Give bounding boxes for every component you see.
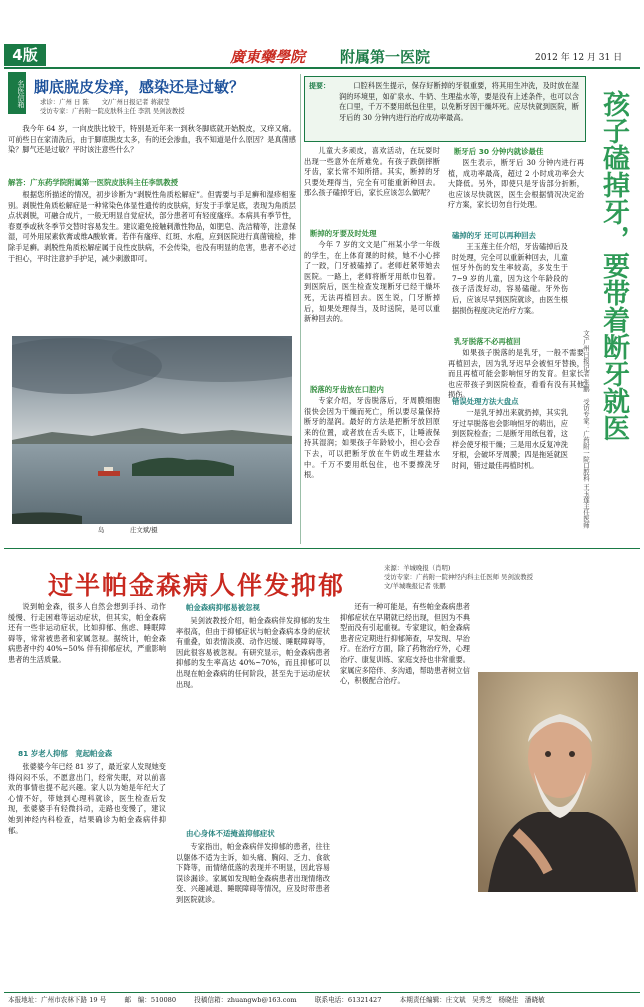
lake-photo-image [12,336,292,524]
parkinson-body-3: 专家指出，帕金森病伴发抑郁的患者，往往以躯体不适为主诉，如头痛、胸闷、乏力、食欲下降等，而情绪低落的表现并不明显，因此容易误诊漏诊。家属如发现帕金森病患者出现情绪改变、兴趣减退、睡眠障碍等情况，应及时带患者到医院就诊。 [176,842,330,904]
parkinson-sub-1: 81 岁老人抑郁 竟起帕金森 [18,749,113,758]
footer-editors: 本期责任编辑：庄文斌 吴秀芝 杨晓佳 潘晓敏 [399,996,545,1004]
parkinson-body-1: 张婆婆今年已经 81 岁了，最近家人发现她变得闷闷不乐，不愿意出门，经常失眠，对以前喜欢的事情也提不起兴趣。家人以为她是年纪大了心情不好，带她到心理科就诊，医生检查后发现，张婆婆手有轻微抖动，走路也变慢了，建议她到神经内科检查，结果确诊为帕金森病伴抑郁。 [8,762,166,835]
parkinson-title: 过半帕金森病人伴发抑郁 [48,571,346,600]
column-tag: 名医信箱 [8,72,26,114]
footer [8,995,638,1006]
parkinson-col-1 [8,602,166,988]
parkinson-sub-2: 帕金森病抑郁易被忽视 [186,603,260,612]
byline-expert: 受访专家：广药附一院皮肤科主任 李凯 吴剑波教授 [40,107,185,115]
tooth-right-col [452,146,568,542]
photo-caption: 岛 庄文斌/摄 [98,526,158,534]
tooth-sub-2: 脱落的牙齿放在口腔内 [310,385,384,394]
tooth-sub-4: 乳牙脱落不必再植回 [454,337,521,346]
page-header [0,0,644,70]
column-divider [300,74,301,544]
article-foot-peeling [8,72,296,538]
page-label: 4版 [4,44,46,66]
reader-question: 我今年 64 岁，一向皮肤比较干，特别是近年来一到秋冬脚底就开始脱皮，又痒又痛。可前些日在家清洗后，由于脚底脱皮太多，有的还会渗血，我不知道是什么原因？是真菌感染？脚气还是过敏？平时该注意些什么？ [8,124,296,155]
footer-address: 本报地址：广州市农林下路 19 号 [8,996,107,1004]
tooth-body-4: 如果孩子脱落的是乳牙，一般不需要再植回去，因为乳牙迟早会被恒牙替换，而且再植可能会影响恒牙的发育。但家长也应带孩子到医院检查，看看有没有其他损伤。 [448,348,584,400]
parkinson-byline-expert: 受访专家：广药附一院神经内科主任医师 吴剑波教授 [384,573,534,581]
header-rule [4,67,640,69]
tooth-sub-3: 断牙后 30 分钟内就诊最佳 [454,147,544,156]
parkinson-sub-3: 由心身体不适掩盖抑郁症状 [186,829,275,838]
footer-phone: 联系电话：61321427 [314,996,382,1004]
tooth-body-1: 今年 7 岁的文文是广州某小学一年级的学生，在上体育课的时候，她不小心摔了一跤，门牙被磕掉了。老师赶紧带她去医院。一路上，老师将断牙用纸巾包着。到医院后，医生检查发现断牙已经干燥坏死，无法再植回去。医生说，门牙断掉后，如果处理得当，及时送院，是可以重新种回去的。 [304,240,440,324]
parkinson-intro: 说到帕金森，很多人自然会想到手抖、动作缓慢、行走困难等运动症状，但其实，帕金森病还有一些非运动症状，比如抑郁、焦虑、睡眠障碍等，常常被患者和家属忽视。据统计，帕金森病患者中约 40%~50% 伴有抑郁症状，严重影响患者的生活质量。 [8,602,166,664]
summary-text: 口腔科医生提示，保存好断掉的牙很重要，将其用生冲洗，及时放在湿润的环境里，如矿泉水、牛奶、生理盐水等，要是没有上述条件，也可以含在口里，千万不要用纸包住里，以免断牙因干燥坏死。应尽快就到医院，断牙后的 30 分钟内进行治疗成功率最高。 [339,81,579,122]
byline: 求诊：广州 日 陈 文/广州日报记者 蒋淑莹 [40,98,170,106]
parkinson-byline-source: 来源：羊城晚报（肖明) [384,564,451,572]
tooth-intro: 儿童大多顽皮，喜欢活动，在玩耍时出现一些意外在所难免。有孩子跌倒摔断牙齿，家长常不知所措。其实，断掉的牙只要处理得当，完全有可能重新种回去。那么孩子磕掉牙后，家长应该怎么做呢？ [304,146,440,198]
portrait-painting [478,672,638,892]
tooth-right-sub-2: 错误处理方法大盘点 [452,397,519,406]
footer-postcode: 邮 编：510080 [124,996,177,1004]
tooth-body-3: 医生表示，断牙后 30 分钟内进行再植，成功率最高，超过 2 小时成功率会大大降低。另外，即使只是牙齿部分折断，也应该尽快就医，医生会根据情况决定治疗方案，家长切勿自行处理。 [448,158,584,210]
tooth-body-2: 专家介绍，牙齿脱落后，牙周膜细胞很快会因为干燥而死亡，所以要尽量保持断牙的湿润。最好的方法是把断牙放回原来的位置，或者放在舌头底下，让唾液保持其湿润；如果孩子年龄较小，担心会吞下去，可以把断牙放在牛奶或生理盐水中。千万不要用纸包住，也不要擦洗牙根。 [304,396,440,480]
answer-heading: 解答：广东药学院附属第一医院皮肤科主任李凯教授 [8,178,178,187]
tooth-right-body-2: 一是乳牙掉出来就扔掉，其实乳牙过早脱落也会影响恒牙的萌出，应到医院检查；二是断牙用纸包着，这样会使牙根干燥；三是用水反复冲洗牙根，会破坏牙周膜；四是拖延就医时间，错过最佳再植时机。 [452,408,568,470]
article-parkinson [8,552,638,988]
header-date: 2012 年 12 月 31 日 [535,53,623,63]
tooth-right-body-1: 王玉莲主任介绍，牙齿磕掉后及时处理，完全可以重新种回去，儿童恒牙外伤的发生率较高，多发生于 7~9 岁的儿童，因为这个年龄段的孩子活泼好动，容易磕碰。牙外伤后，应该尽早到医院就诊，由医生根据损伤程度决定治疗方案。 [452,242,568,315]
parkinson-col-2 [176,602,330,988]
article-title: 脚底脱皮发痒，感染还是过敏？ [34,78,245,96]
tooth-right-sub-1: 磕掉的牙 还可以再种回去 [452,231,536,240]
portrait-image [478,672,638,892]
tooth-sub-1: 断掉的牙要及时处理 [310,229,377,238]
parkinson-col-3 [340,602,470,988]
section-divider [4,548,640,549]
lake-photo [12,336,292,524]
summary-box [304,76,586,142]
parkinson-byline-author: 文/羊城晚报记者 张鹏 [384,582,446,590]
tooth-col-left [304,146,440,542]
header-affiliate: 附属第一医院 [340,48,431,66]
parkinson-right-text: 还有一种可能是，有些帕金森病患者抑郁症状在早期就已经出现，但因为不典型而没有引起重视。专家建议，帕金森病患者应定期进行抑郁筛查，早发现、早治疗。在治疗方面，除了药物治疗外，心理治疗、康复训练、家庭支持也非常重要。家属应多陪伴、多沟通，帮助患者树立信心，积极配合治疗。 [340,602,470,686]
footer-rule [4,992,640,993]
expert-answer: 根据您所描述的情况，初步诊断为“剥脱性角质松解症”。但需要与手足癣和湿疹相鉴别。剥脱性角质松解症是一种常染色体显性遗传的皮肤病，好发于手掌足底，表现为角质层点状剥脱，可融合成片，一般无明显自觉症状，部分患者可有轻度瘙痒。本病具有季节性，春夏季或秋冬季节交替时容易发生。建议避免接触刺激性物品，如肥皂、洗洁精等，注意保湿，可外用尿素软膏或维A酸软膏。若伴有瘙痒、红斑、水疱，应到医院进行真菌镜检，排除手足癣。剥脱性角质松解症属于良性皮肤病，不会传染，也没有明显的危害，患者不必过于担心，平时注意护手护足，减少刺激即可。 [8,190,296,263]
footer-email: 投稿信箱：zhuangwb@163.com [194,996,297,1004]
vertical-byline: 文/广州日报记者 张鹏 受访专家：广药附一院口腔科 王玉莲主任医师 [582,330,590,529]
vertical-headline: 孩子磕掉牙，要带着断牙就医 [598,90,629,441]
header-brand: 廣東藥學院 [230,48,306,66]
parkinson-body-2: 吴剑波教授介绍，帕金森病伴发抑郁的发生率很高，但由于抑郁症状与帕金森病本身的症状有重叠，如表情淡漠、动作迟缓、睡眠障碍等，因此很容易被忽视。有研究显示，帕金森病患者抑郁的发生率高达 40%~70%，而且抑郁可以出现在帕金森病的任何阶段，甚至先于运动症状出现。 [176,616,330,689]
summary-label: 提要： [309,82,330,90]
